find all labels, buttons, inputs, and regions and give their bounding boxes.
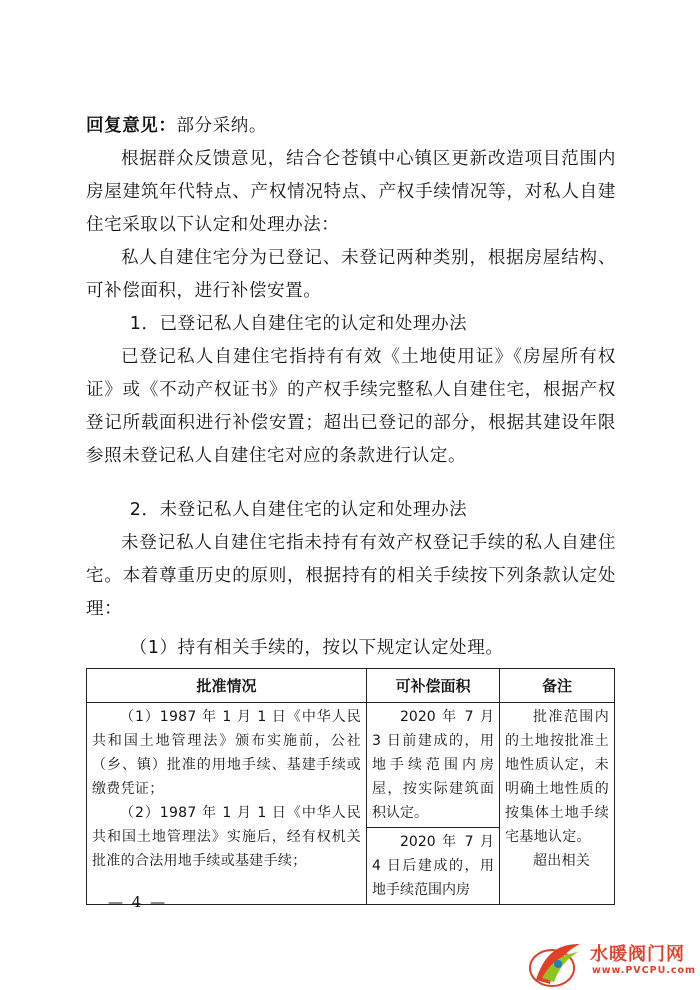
valve-logo-icon [528,938,588,990]
note-cell [500,703,615,905]
approval-cell [87,703,367,905]
area-before-box [367,705,499,828]
watermark [528,938,700,990]
table-header-row [87,669,615,703]
area-after-box [372,830,494,902]
page-number: — 4 — [108,893,168,911]
approval-item-1: （1）1987 年 1 月 1 日《中华人民共和国土地管理法》颁布实施前，公社（乡、镇）批准的用地手续、基建手续或缴费凭证； [92,709,361,797]
paragraph-registered: 已登记私人自建住宅指持有有效《土地使用证》《房屋所有权证》或《不动产权证书》的产权手续完整私人自建住宅，根据产权登记所载面积进行补偿安置；超出已登记的部分，根据其建设年限参照未登记私人自建住宅对应的条款进行认定。 [86,347,616,466]
reply-text: 部分采纳。 [176,116,267,136]
section-heading-unregistered: 2．未登记私人自建住宅的认定和处理办法 [129,500,468,520]
header-note: 备注 [500,669,615,703]
table-row [87,703,615,905]
watermark-name: 水暖阀门网 [590,944,685,965]
reply-label: 回复意见： [86,116,177,136]
note-1: 批准范围内的土地按批准土地性质认定，未明确土地性质的按集体土地手续宅基地认定。 [505,709,609,845]
area-before: 2020 年 7 月 3 日前建成的，用地手续范围内房屋，按实际建筑面积认定。 [372,709,494,821]
reply-line [86,110,616,143]
section-heading-registered: 1．已登记私人自建住宅的认定和处理办法 [129,314,468,334]
subsection-heading-with-procedures: （1）持有相关手续的，按以下规定认定处理。 [129,638,504,658]
paragraph-unregistered: 未登记私人自建住宅指未持有有效产权登记手续的私人自建住宅。本着尊重历史的原则，根据持有的相关手续按下列条款认定处理： [86,533,616,619]
area-cell [367,703,500,905]
approval-item-2: （2）1987 年 1 月 1 日《中华人民共和国土地管理法》实施后，经有权机关批准的合法用地手续或基建手续； [92,805,361,869]
paragraph-categories: 私人自建住宅分为已登记、未登记两种类别，根据房屋结构、可补偿面积，进行补偿安置。 [86,248,616,301]
note-2: 超出相关 [533,853,591,869]
approval-table [86,668,615,905]
watermark-url: www.PVCPU.com [592,965,696,976]
header-area: 可补偿面积 [367,669,500,703]
paragraph-intro: 根据群众反馈意见，结合仑苍镇中心镇区更新改造项目范围内房屋建筑年代特点、产权情况特点、产权手续情况等，对私人自建住宅采取以下认定和处理办法： [86,149,616,235]
area-after: 2020 年 7 月 4 日后建成的，用地手续范围内房 [372,834,494,898]
header-approval: 批准情况 [87,669,367,703]
